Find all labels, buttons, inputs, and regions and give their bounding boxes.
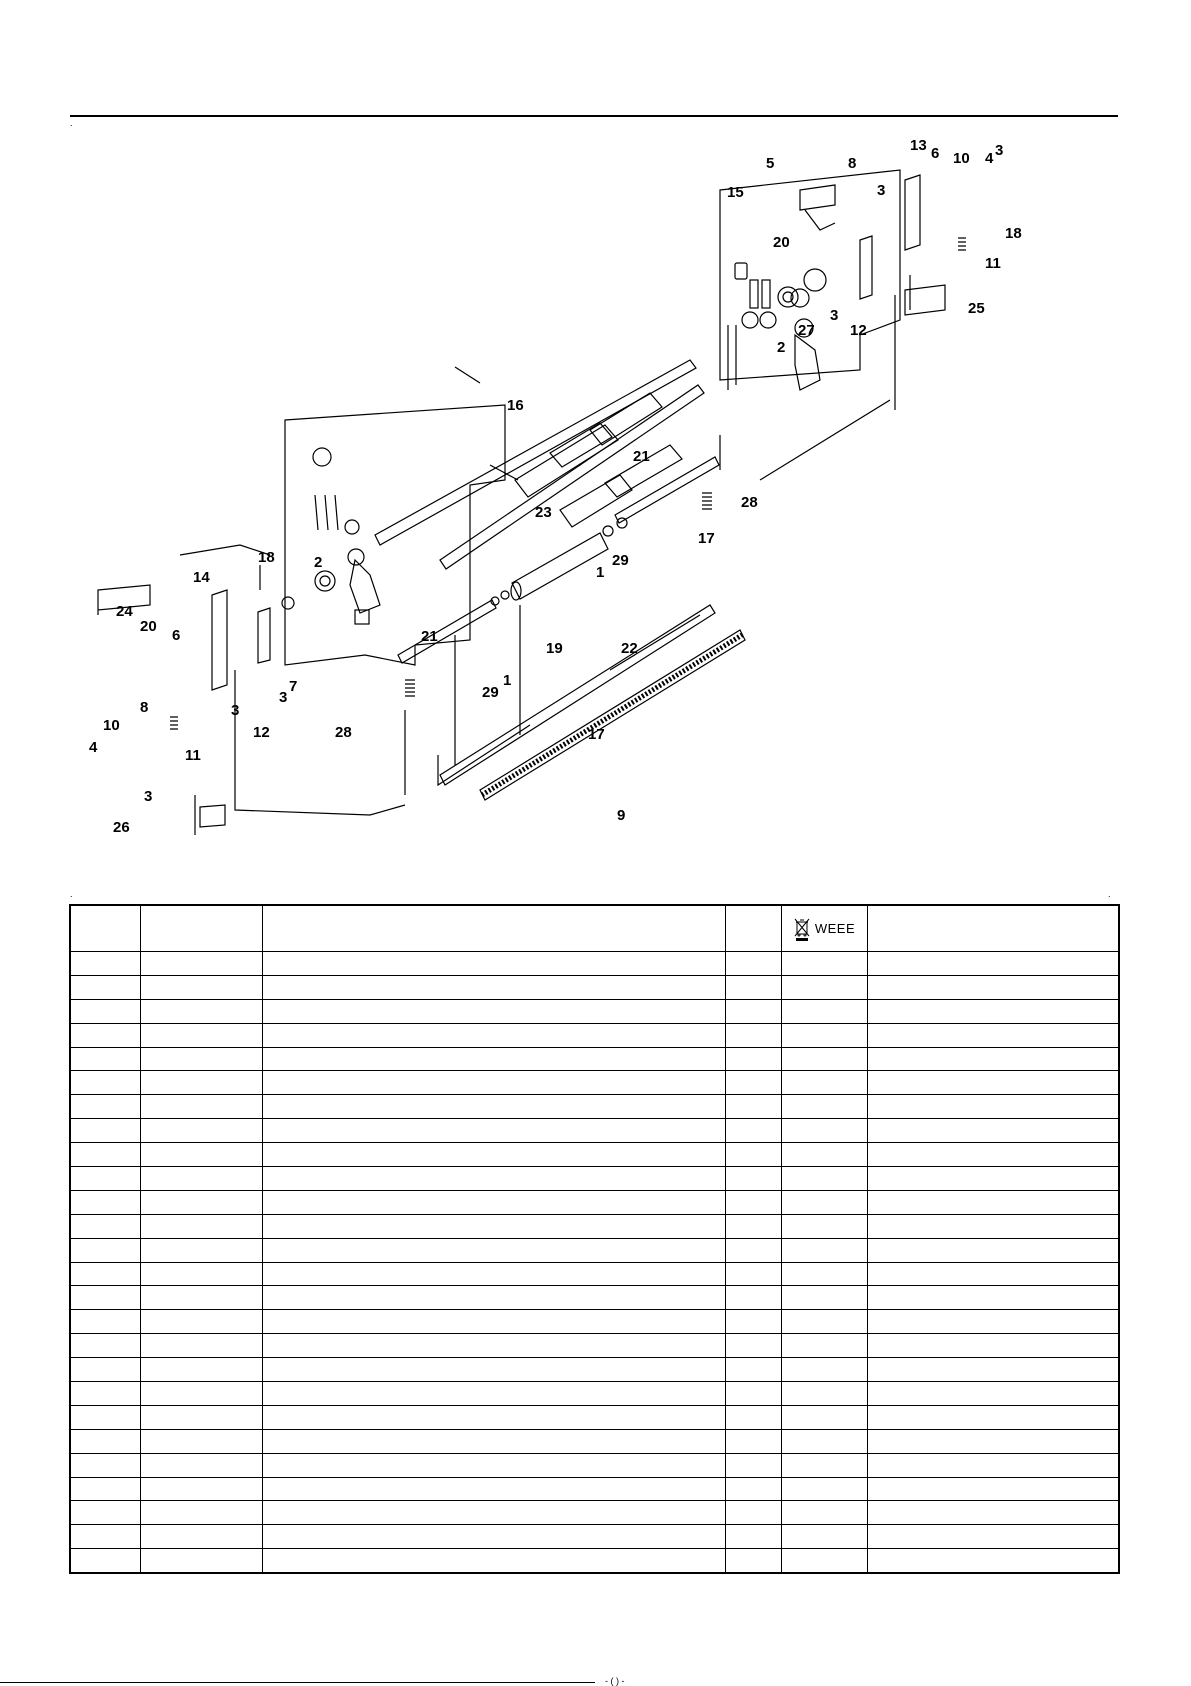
bracket-25 — [905, 275, 945, 315]
table-row — [70, 1525, 1119, 1549]
table-row — [70, 1190, 1119, 1214]
table-cell — [725, 999, 781, 1023]
table-cell — [140, 1429, 262, 1453]
table-cell — [781, 1501, 867, 1525]
footer-rule — [0, 1682, 595, 1683]
table-cell — [725, 1095, 781, 1119]
svg-text:1: 1 — [596, 564, 605, 581]
svg-text:24: 24 — [116, 603, 133, 620]
svg-text:2: 2 — [314, 554, 323, 571]
table-cell — [70, 1214, 140, 1238]
table-cell — [262, 1286, 725, 1310]
table-cell — [140, 1334, 262, 1358]
svg-text:3: 3 — [231, 702, 240, 719]
table-cell — [140, 1286, 262, 1310]
table-row — [70, 1023, 1119, 1047]
svg-text:9: 9 — [617, 807, 626, 824]
table-row — [70, 1238, 1119, 1262]
table-cell — [262, 999, 725, 1023]
table-cell — [262, 1119, 725, 1143]
table-cell — [867, 1262, 1119, 1286]
table-cell — [70, 1501, 140, 1525]
svg-text:6: 6 — [172, 627, 181, 644]
shaft-21-lower — [398, 600, 496, 663]
svg-text:12: 12 — [253, 724, 270, 741]
table-row — [70, 952, 1119, 976]
table-row — [70, 1549, 1119, 1573]
table-cell — [140, 1525, 262, 1549]
table-cell — [867, 1382, 1119, 1406]
svg-text:3: 3 — [830, 307, 839, 324]
table-cell — [262, 1453, 725, 1477]
table-cell — [867, 1405, 1119, 1429]
header-cell — [70, 905, 140, 952]
table-cell — [262, 1405, 725, 1429]
table-row — [70, 1310, 1119, 1334]
svg-text:3: 3 — [995, 142, 1004, 159]
parts-list-table — [69, 904, 1120, 1574]
header-cell — [867, 905, 1119, 952]
table-cell — [140, 975, 262, 999]
table-cell — [781, 1214, 867, 1238]
lever-12-left — [258, 608, 270, 663]
table-cell — [70, 1382, 140, 1406]
table-cell — [262, 1334, 725, 1358]
table-cell — [262, 1047, 725, 1071]
svg-text:1: 1 — [503, 672, 512, 689]
table-cell — [781, 1310, 867, 1334]
callout-labels — [89, 137, 1022, 836]
table-cell — [725, 1047, 781, 1071]
table-cell — [867, 1071, 1119, 1095]
table-cell — [867, 1286, 1119, 1310]
table-cell — [781, 1334, 867, 1358]
table-cell — [781, 1453, 867, 1477]
svg-text:25: 25 — [968, 300, 985, 317]
table-cell — [781, 1382, 867, 1406]
table-cell — [70, 1190, 140, 1214]
table-row — [70, 1143, 1119, 1167]
table-cell — [725, 1214, 781, 1238]
table-cell — [140, 1405, 262, 1429]
table-cell — [70, 1358, 140, 1382]
table-cell — [867, 1238, 1119, 1262]
weee-label: WEEE — [814, 921, 856, 936]
table-cell — [867, 1095, 1119, 1119]
table-cell — [262, 952, 725, 976]
table-row — [70, 1429, 1119, 1453]
table-cell — [867, 975, 1119, 999]
table-cell — [70, 1310, 140, 1334]
table-cell — [140, 1214, 262, 1238]
svg-text:7: 7 — [289, 678, 298, 695]
table-cell — [725, 1071, 781, 1095]
table-body — [70, 952, 1119, 1574]
svg-text:17: 17 — [588, 726, 605, 743]
table-cell — [781, 1405, 867, 1429]
table-row — [70, 1262, 1119, 1286]
table-cell — [70, 1453, 140, 1477]
svg-text:4: 4 — [89, 739, 98, 756]
table-row — [70, 1167, 1119, 1191]
svg-text:10: 10 — [953, 150, 970, 167]
table-cell — [725, 1286, 781, 1310]
table-cell — [262, 1143, 725, 1167]
table-cell — [725, 1477, 781, 1501]
table-cell — [781, 1286, 867, 1310]
bracket-13 — [905, 175, 920, 250]
table-cell — [867, 1143, 1119, 1167]
table-cell — [70, 1023, 140, 1047]
spring-11-right — [958, 238, 966, 250]
table-cell — [725, 1358, 781, 1382]
svg-text:3: 3 — [144, 788, 153, 805]
table-cell — [781, 1095, 867, 1119]
table-cell — [262, 1310, 725, 1334]
table-cell — [70, 1549, 140, 1573]
svg-text:20: 20 — [773, 234, 790, 251]
table-cell — [725, 1525, 781, 1549]
header-cell — [262, 905, 725, 952]
table-cell — [781, 1143, 867, 1167]
spring-28-lower — [405, 680, 415, 696]
svg-text:13: 13 — [910, 137, 927, 154]
table-cell — [725, 1501, 781, 1525]
table-cell — [70, 1071, 140, 1095]
table-row — [70, 1501, 1119, 1525]
table-cell — [70, 1167, 140, 1191]
header-rule — [70, 115, 1118, 117]
table-cell — [725, 1262, 781, 1286]
svg-text:21: 21 — [633, 448, 650, 465]
table-cell — [262, 1023, 725, 1047]
svg-text:10: 10 — [103, 717, 120, 734]
table-cell — [70, 1286, 140, 1310]
table-cell — [140, 1358, 262, 1382]
header-cell — [725, 905, 781, 952]
table-cell — [867, 1501, 1119, 1525]
crossed-out-wheelie-bin-icon — [793, 917, 811, 941]
table-cell — [140, 1143, 262, 1167]
svg-text:18: 18 — [258, 549, 275, 566]
table-cell — [725, 975, 781, 999]
table-cell — [140, 1382, 262, 1406]
table-cell — [70, 1238, 140, 1262]
table-row — [70, 1119, 1119, 1143]
table-cell — [262, 1238, 725, 1262]
table-cell — [781, 1047, 867, 1071]
svg-text:15: 15 — [727, 184, 744, 201]
table-cell — [140, 1453, 262, 1477]
table-cell — [725, 1405, 781, 1429]
table-cell — [867, 1023, 1119, 1047]
table-cell — [140, 1190, 262, 1214]
table-cell — [262, 1190, 725, 1214]
svg-text:21: 21 — [421, 628, 438, 645]
table-cell — [70, 1477, 140, 1501]
table-cell — [140, 1095, 262, 1119]
table-row — [70, 1358, 1119, 1382]
svg-text:2: 2 — [777, 339, 786, 356]
table-cell — [867, 1358, 1119, 1382]
table-cell — [867, 1525, 1119, 1549]
svg-text:3: 3 — [877, 182, 886, 199]
table-cell — [867, 1047, 1119, 1071]
table-cell — [867, 999, 1119, 1023]
table-cell — [725, 1190, 781, 1214]
table-cell — [725, 1429, 781, 1453]
table-cell — [781, 1525, 867, 1549]
bracket-26 — [195, 795, 225, 835]
table-cell — [262, 1358, 725, 1382]
table-cell — [725, 1238, 781, 1262]
crop-mark: . — [70, 118, 73, 128]
table-cell — [867, 1214, 1119, 1238]
svg-text:26: 26 — [113, 819, 130, 836]
table-cell — [262, 1429, 725, 1453]
table-cell — [781, 1119, 867, 1143]
weee-header-cell — [781, 905, 867, 952]
table-cell — [867, 1429, 1119, 1453]
table-cell — [70, 975, 140, 999]
table-cell — [262, 1525, 725, 1549]
table-cell — [262, 1477, 725, 1501]
svg-text:28: 28 — [335, 724, 352, 741]
table-cell — [70, 1525, 140, 1549]
table-cell — [140, 1071, 262, 1095]
bracket-15 — [800, 185, 835, 230]
table-cell — [725, 1143, 781, 1167]
table-row — [70, 1071, 1119, 1095]
shaft-21-upper — [615, 457, 719, 523]
table-cell — [70, 1262, 140, 1286]
table-cell — [140, 1549, 262, 1573]
table-cell — [781, 1023, 867, 1047]
table-row — [70, 1453, 1119, 1477]
table-cell — [262, 1549, 725, 1573]
table-row — [70, 1334, 1119, 1358]
table-cell — [140, 1477, 262, 1501]
table-cell — [70, 1429, 140, 1453]
svg-text:5: 5 — [766, 155, 775, 172]
svg-text:22: 22 — [621, 640, 638, 657]
table-cell — [140, 952, 262, 976]
table-row — [70, 975, 1119, 999]
svg-text:8: 8 — [848, 155, 857, 172]
svg-text:29: 29 — [482, 684, 499, 701]
table-cell — [781, 999, 867, 1023]
lever-12-right — [860, 236, 872, 299]
table-cell — [781, 1071, 867, 1095]
table-cell — [262, 975, 725, 999]
table-cell — [70, 1119, 140, 1143]
table-cell — [140, 1310, 262, 1334]
table-cell — [140, 1047, 262, 1071]
table-cell — [262, 1071, 725, 1095]
svg-text:20: 20 — [140, 618, 157, 635]
svg-text:29: 29 — [612, 552, 629, 569]
table-cell — [140, 1238, 262, 1262]
svg-text:12: 12 — [850, 322, 867, 339]
table-cell — [725, 1023, 781, 1047]
spring-11-left — [170, 717, 178, 729]
table-row — [70, 1477, 1119, 1501]
gear-27 — [804, 269, 826, 291]
table-cell — [725, 1167, 781, 1191]
table-cell — [140, 1262, 262, 1286]
table-cell — [725, 1334, 781, 1358]
tube-19 — [512, 533, 608, 599]
table-cell — [725, 1310, 781, 1334]
table-cell — [781, 1549, 867, 1573]
table-cell — [781, 1167, 867, 1191]
table-cell — [140, 999, 262, 1023]
svg-text:16: 16 — [507, 397, 524, 414]
table-cell — [867, 1549, 1119, 1573]
table-row — [70, 1095, 1119, 1119]
table-cell — [140, 1119, 262, 1143]
table-cell — [781, 1477, 867, 1501]
table-cell — [781, 952, 867, 976]
table-cell — [867, 1310, 1119, 1334]
table-cell — [70, 999, 140, 1023]
footer-page-number: - ( ) - — [605, 1676, 625, 1686]
svg-text:6: 6 — [931, 145, 940, 162]
table-cell — [70, 1047, 140, 1071]
svg-text:23: 23 — [535, 504, 552, 521]
table-cell — [70, 1334, 140, 1358]
crop-mark: . — [70, 889, 73, 899]
table-row — [70, 1047, 1119, 1071]
svg-text:14: 14 — [193, 569, 210, 586]
table-cell — [262, 1095, 725, 1119]
table-cell — [725, 952, 781, 976]
table-cell — [725, 1119, 781, 1143]
svg-text:11: 11 — [985, 255, 1001, 272]
svg-text:3: 3 — [279, 689, 288, 706]
table-cell — [70, 1405, 140, 1429]
table-cell — [781, 975, 867, 999]
table-cell — [781, 1358, 867, 1382]
svg-text:27: 27 — [798, 322, 815, 339]
crop-mark: . — [1108, 889, 1111, 899]
table-cell — [725, 1549, 781, 1573]
table-row — [70, 999, 1119, 1023]
svg-text:28: 28 — [741, 494, 758, 511]
table-cell — [867, 1167, 1119, 1191]
svg-text:11: 11 — [185, 747, 201, 764]
svg-text:18: 18 — [1005, 225, 1022, 242]
table-cell — [70, 1095, 140, 1119]
table-cell — [70, 1143, 140, 1167]
spring-28-upper — [702, 493, 712, 509]
table-cell — [725, 1382, 781, 1406]
bracket-14 — [212, 590, 227, 690]
table-cell — [262, 1382, 725, 1406]
table-cell — [781, 1238, 867, 1262]
table-cell — [867, 952, 1119, 976]
table-cell — [262, 1214, 725, 1238]
table-header-row — [70, 905, 1119, 952]
header-cell — [140, 905, 262, 952]
table-cell — [262, 1167, 725, 1191]
table-row — [70, 1214, 1119, 1238]
table-row — [70, 1286, 1119, 1310]
table-cell — [867, 1119, 1119, 1143]
svg-text:17: 17 — [698, 530, 715, 547]
table-cell — [867, 1190, 1119, 1214]
table-cell — [262, 1501, 725, 1525]
table-cell — [140, 1167, 262, 1191]
exploded-parts-diagram — [60, 135, 1130, 895]
svg-text:19: 19 — [546, 640, 563, 657]
table-cell — [262, 1262, 725, 1286]
table-cell — [781, 1429, 867, 1453]
table-cell — [140, 1023, 262, 1047]
table-cell — [725, 1453, 781, 1477]
table-cell — [70, 952, 140, 976]
table-cell — [867, 1477, 1119, 1501]
table-row — [70, 1382, 1119, 1406]
table-cell — [140, 1501, 262, 1525]
table-cell — [867, 1334, 1119, 1358]
table-row — [70, 1405, 1119, 1429]
table-cell — [781, 1262, 867, 1286]
svg-text:8: 8 — [140, 699, 149, 716]
svg-text:4: 4 — [985, 150, 994, 167]
table-cell — [867, 1453, 1119, 1477]
left-side-frame — [285, 405, 505, 665]
table-cell — [781, 1190, 867, 1214]
